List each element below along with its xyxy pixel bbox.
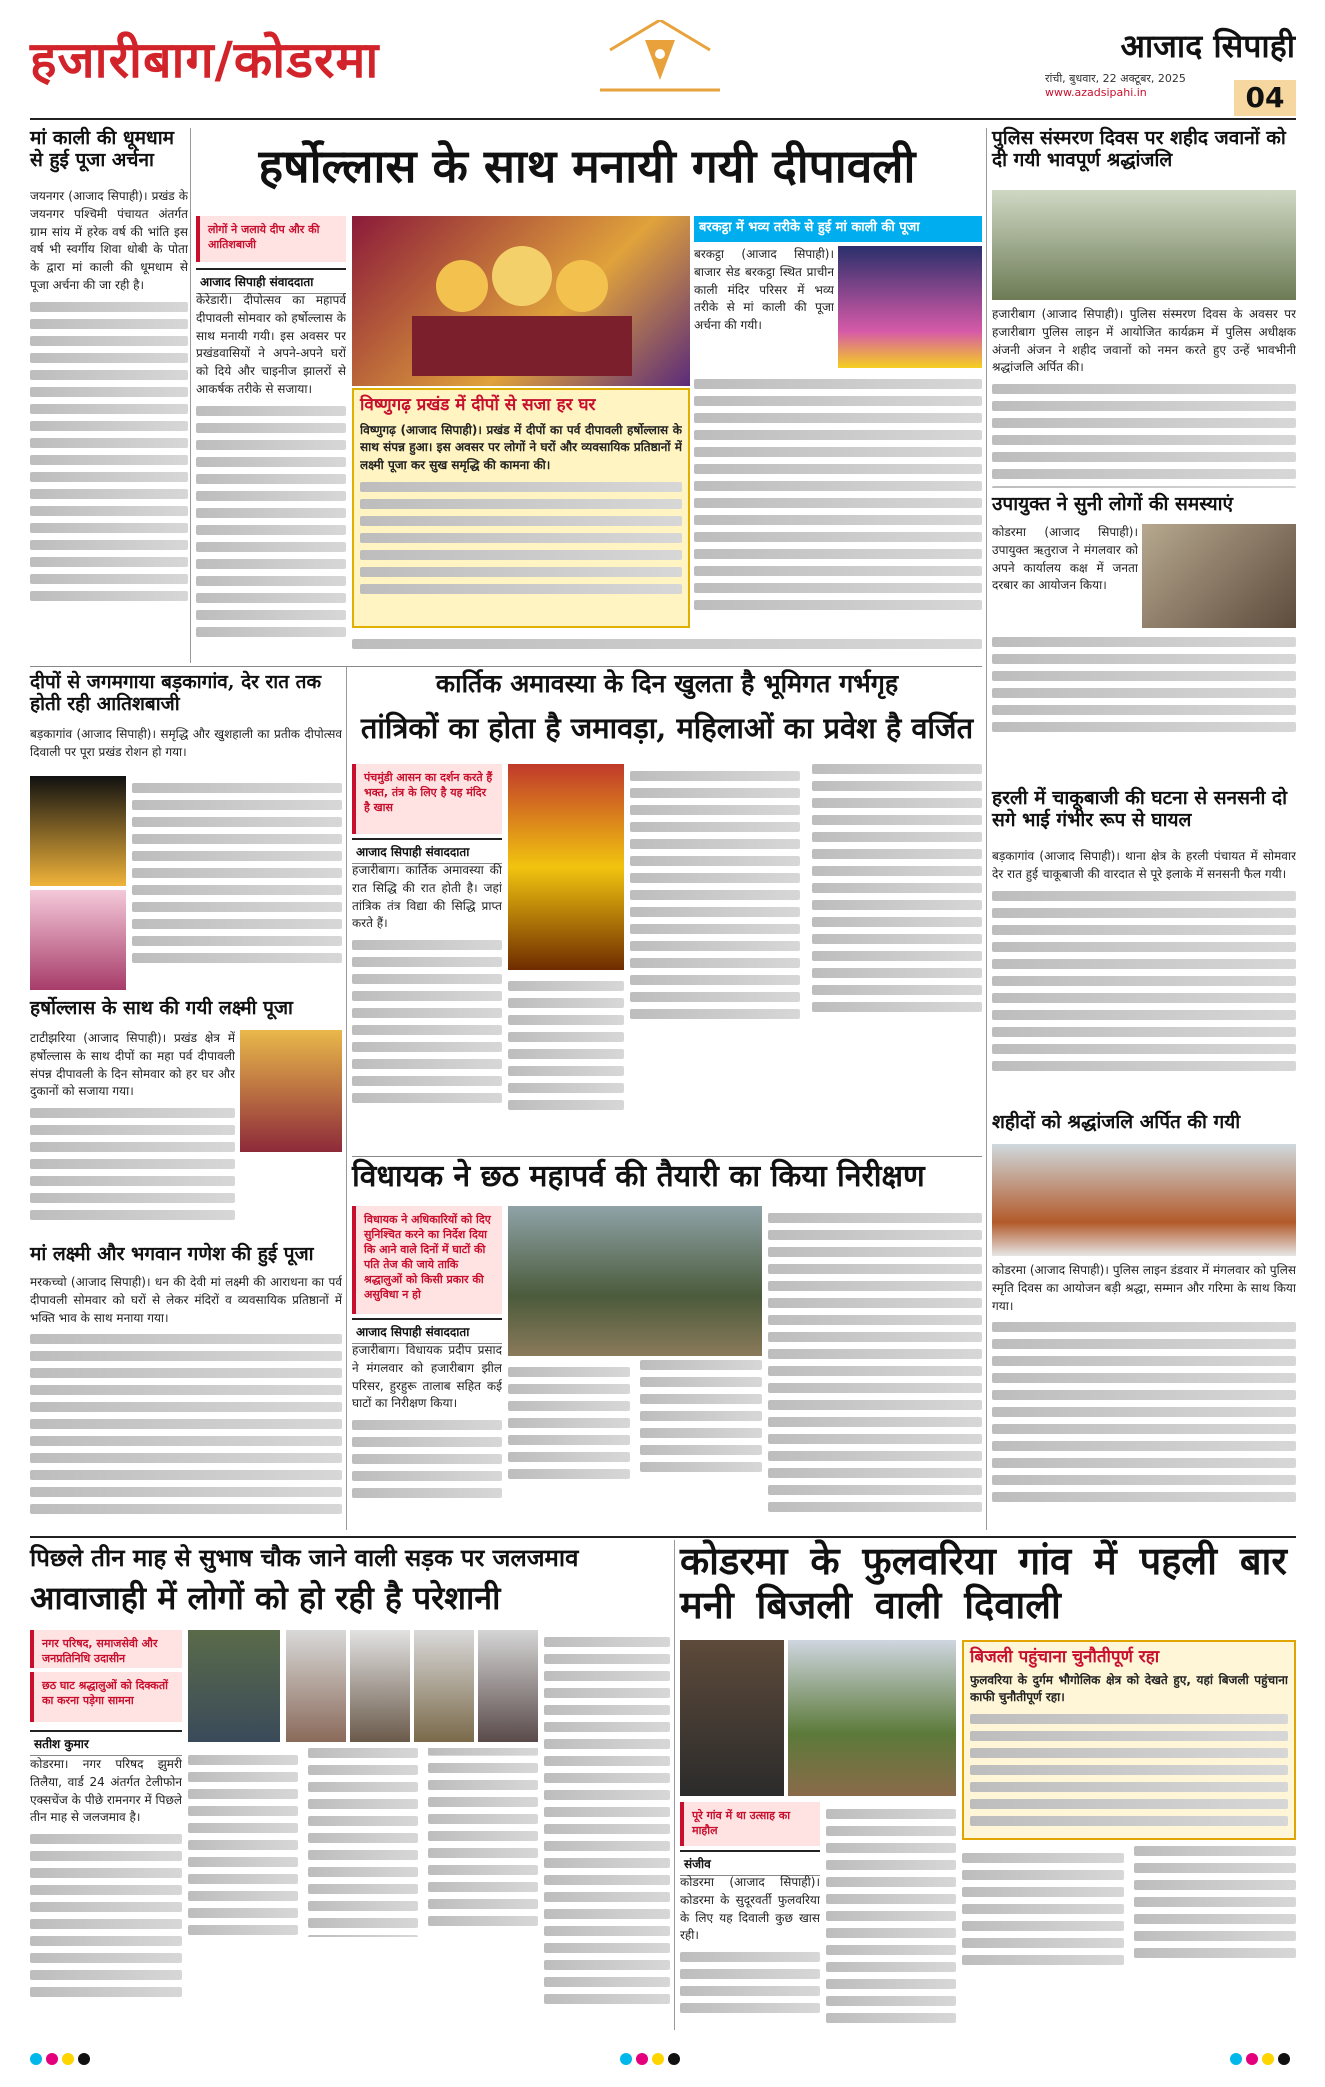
barkatha-body — [694, 246, 834, 366]
color-dot — [1246, 2053, 1258, 2065]
portrait-photo — [478, 1630, 538, 1742]
chhath-body-right — [768, 1206, 982, 1530]
village-house-photo — [680, 1640, 784, 1796]
registration-dots-center — [620, 2050, 684, 2069]
text-filler — [30, 1108, 235, 1220]
deepawali-lead: केरेडारी। दीपोत्सव का महापर्व दीपावली सोमवार को हर्षोल्लास के साथ मनायी गयी। इस अवसर पर प्रखंडवासियों ने अपने-अपने घरों को दिये और चाइनीज झालरों से आकर्षक तरीके से सजाया। — [196, 293, 346, 396]
kali-idol-photo — [352, 216, 690, 386]
text-filler — [544, 1637, 670, 2004]
text-filler — [992, 891, 1296, 1071]
lakshmiganesh-headline: मां लक्ष्मी और भगवान गणेश की हुई पूजा — [30, 1243, 314, 1265]
text-filler — [970, 1714, 1288, 1826]
registration-dots-right — [1230, 2050, 1294, 2069]
rangoli-photo — [30, 890, 126, 990]
deepawali-body — [196, 292, 346, 662]
kali-headline: मां काली की धूमधाम से हुई पूजा अर्चना — [30, 127, 174, 171]
color-dot — [636, 2053, 648, 2065]
barkatha-headline: बरकट्ठा में भव्य तरीके से हुई मां काली की पूजा — [699, 220, 920, 235]
color-dot — [78, 2053, 90, 2065]
deepbad-headline: दीपों से जगमगाया बड़कागांव, देर रात तक होती रही आतिशबाजी — [30, 671, 322, 715]
pen-nib-logo — [590, 20, 730, 104]
garbhgrih-body-cols — [630, 764, 982, 1152]
text-filler — [992, 384, 1296, 488]
upayukt-photo — [1142, 524, 1296, 628]
text-filler — [768, 1213, 982, 1512]
garbhgrih-body — [352, 862, 502, 1152]
sadak-byline: सतीश कुमार — [30, 1730, 182, 1756]
harli-body — [992, 848, 1296, 1108]
shaheed-headline: शहीदों को श्रद्धांजलि अर्पित की गयी — [992, 1111, 1241, 1133]
sadak-kicker-1: नगर परिषद, समाजसेवी और जनप्रतिनिधि उदासीन — [30, 1630, 182, 1668]
garbhgrih-body-cont — [508, 974, 624, 1152]
lakshmipuja-lead: टाटीझरिया (आजाद सिपाही)। प्रखंड क्षेत्र में हर्षोल्लास के साथ दीपों का महा पर्व दीपावली संपन्न दीपावली के दिन सोमवार को हर घर और दुकानों को सजाया गया। — [30, 1031, 235, 1099]
text-filler — [30, 1334, 342, 1514]
vishnugarh-lead: विष्णुगढ़ (आजाद सिपाही)। प्रखंड में दीपों का पर्व दीपावली हर्षोल्लास के साथ संपन्न हुआ। इस अवसर पर लोगों ने घरों और व्यवसायिक प्रतिष्ठानों में लक्ष्मी पूजा कर सुख समृद्धि की कामना की। — [360, 422, 682, 473]
barkatha-headline-bar — [694, 216, 982, 242]
color-dot — [1230, 2053, 1242, 2065]
fulwariya-byline: संजीव — [680, 1850, 820, 1876]
harli-headline: हरली में चाकूबाजी की घटना से सनसनी दो सगे भाई गंभीर रूप से घायल — [992, 787, 1288, 831]
fulwariya-headline: कोडरमा के फुलवरिया गांव में पहली बार मनी बिजली वाली दिवाली — [680, 1539, 1287, 1627]
text-filler — [132, 783, 342, 963]
police-body — [992, 306, 1296, 488]
sadak-headline-1: पिछले तीन माह से सुभाष चौक जाने वाली सड़क पर जलजमाव — [30, 1543, 579, 1572]
vishnugarh-body — [360, 422, 682, 617]
upayukt-body-cont — [992, 630, 1296, 780]
chhath-body-cols — [508, 1360, 762, 1530]
chhath-headline: विधायक ने छठ महापर्व की तैयारी का किया निरीक्षण — [352, 1159, 925, 1194]
text-filler — [992, 1322, 1296, 1502]
vishnugarh-headline: विष्णुगढ़ प्रखंड में दीपों से सजा हर घर — [360, 395, 596, 415]
text-filler — [360, 482, 682, 594]
shaheed-photo — [992, 1144, 1296, 1256]
upayukt-lead: कोडरमा (आजाद सिपाही)। उपायुक्त ऋतुराज ने मंगलवार को अपने कार्यालय कक्ष में जनता दरबार का आयोजन किया। — [992, 525, 1138, 593]
color-dot — [62, 2053, 74, 2065]
police-headline: पुलिस संस्मरण दिवस पर शहीद जवानों को दी गयी भावपूर्ण श्रद्धांजलि — [992, 127, 1286, 171]
deepawali-kicker: लोगों ने जलाये दीप और की आतिशबाजी — [196, 216, 346, 262]
shaheed-body — [992, 1262, 1296, 1530]
lakshmi-idol-photo — [240, 1030, 342, 1152]
barkatha-lead: बरकट्ठा (आजाद सिपाही)। बाजार सेड बरकट्ठा स्थित प्राचीन काली मंदिर परिसर में भव्य तरीके से मां काली की पूजा अर्चना की गयी। — [694, 247, 834, 332]
row-rule — [352, 1156, 982, 1157]
idol-illustration — [352, 216, 690, 386]
harli-lead: बड़कागांव (आजाद सिपाही)। थाना क्षेत्र के हरली पंचायत में सोमवार देर रात हुई चाकूबाजी की वारदात से पूरे इलाके में सनसनी फैल गयी। — [992, 849, 1296, 881]
color-dot — [1262, 2053, 1274, 2065]
police-photo — [992, 190, 1296, 300]
deepbad-body-cont — [132, 776, 342, 990]
page-number: 04 — [1234, 80, 1296, 116]
bijli-box — [962, 1640, 1296, 1840]
color-dot — [620, 2053, 632, 2065]
column-divider — [346, 666, 347, 1530]
text-filler — [352, 940, 502, 1103]
text-filler — [508, 1360, 762, 1483]
bijli-box-lead: फुलवरिया के दुर्गम भौगोलिक क्षेत्र को देखते हुए, यहां बिजली पहुंचाना काफी चुनौतीपूर्ण रहा। — [970, 1672, 1288, 1705]
lakshmipuja-body — [30, 1030, 235, 1240]
section-title: हजारीबाग/कोडरमा — [30, 30, 380, 89]
portrait-photo — [414, 1630, 474, 1742]
sadak-body-right — [544, 1630, 670, 2026]
garbhgrih-headline-1: कार्तिक अमावस्या के दिन खुलता है भूमिगत गर्भगृह — [435, 669, 899, 698]
garbhgrih-lead: हजारीबाग। कार्तिक अमावस्या की रात सिद्धि की रात होती है। जहां तांत्रिक तंत्र विद्या की सिद्धि प्राप्त करते हैं। — [352, 863, 502, 931]
portrait-photo — [286, 1630, 346, 1742]
chhath-body — [352, 1342, 502, 1530]
column-divider — [674, 1540, 675, 2030]
fulwariya-body-cont — [826, 1802, 956, 2026]
deepbad-body — [30, 726, 342, 772]
chhath-byline: आजाद सिपाही संवाददाता — [352, 1318, 502, 1344]
sadak-lead: कोडरमा। नगर परिषद झुमरी तिलैया, वार्ड 24 अंतर्गत टेलीफोन एक्सचेंज के पीछे रामनगर में पिछले तीन माह से जलजमाव है। — [30, 1757, 182, 1825]
deepbad-lead: बड़कागांव (आजाद सिपाही)। समृद्धि और खुशहाली का प्रतीक दीपोत्सव दिवाली पर पूरा प्रखंड रोशन हो गया। — [30, 727, 342, 759]
upayukt-headline: उपायुक्त ने सुनी लोगों की समस्याएं — [992, 493, 1234, 515]
sadak-body — [30, 1756, 182, 2026]
sadak-kicker-2: छठ घाट श्रद्धालुओं को दिक्कतों का करना पड़ेगा सामना — [30, 1672, 182, 1722]
text-filler — [30, 1834, 182, 1997]
text-filler — [352, 639, 982, 649]
row-rule — [30, 666, 982, 667]
deepawali-headline: हर्षोल्लास के साथ मनायी गयी दीपावली — [258, 139, 916, 193]
village-street-photo — [788, 1640, 956, 1796]
sadak-body-cols — [188, 1748, 538, 2026]
garbhgrih-headline-2: तांत्रिकों का होता है जमावड़ा, महिलाओं का प्रवेश है वर्जित — [360, 711, 974, 745]
deepawali-byline: आजाद सिपाही संवाददाता — [196, 268, 346, 294]
shaheed-lead: कोडरमा (आजाद सिपाही)। पुलिस लाइन डंडवार में मंगलवार को पुलिस स्मृति दिवस का आयोजन बड़ी श्रद्धा, सम्मान और गरिमा के साथ किया गया। — [992, 1263, 1296, 1313]
fulwariya-body — [680, 1874, 820, 2026]
barkatha-body-cont — [694, 372, 982, 628]
police-lead: हजारीबाग (आजाद सिपाही)। पुलिस संस्मरण दिवस के अवसर पर हजारीबाग पुलिस लाइन में आयोजित कार्यक्रम में पुलिस अधीक्षक अंजनी अंजन ने शहीद जवानों को नमन करते हुए उन्हें भावभीनी श्रद्धांजलि अर्पित की। — [992, 307, 1296, 375]
text-filler — [196, 406, 346, 637]
bijli-box-body — [970, 1672, 1288, 1828]
registration-dots-left — [30, 2050, 94, 2069]
garbhgrih-byline: आजाद सिपाही संवाददाता — [352, 838, 502, 864]
text-filler — [630, 764, 982, 1023]
paper-name: आजाद सिपाही — [1120, 27, 1295, 65]
kali-lead: जयनगर (आजाद सिपाही)। प्रखंड के जयनगर पश्चिमी पंचायत अंतर्गत ग्राम सांय में हरेक वर्ष की भांति इस वर्ष भी स्वर्गीय शिवा धोबी के पोता के द्वारा मां काली की धूमधाम से पूजा अर्चना की जा रही है। — [30, 189, 188, 292]
text-filler — [992, 637, 1296, 732]
color-dot — [30, 2053, 42, 2065]
fulwariya-lead: कोडरमा (आजाद सिपाही)। कोडरमा के सुदूरवर्ती फुलवरिया के लिए यह दिवाली कुछ खास रही। — [680, 1875, 820, 1943]
lakshmipuja-headline: हर्षोल्लास के साथ की गयी लक्ष्मी पूजा — [30, 997, 293, 1019]
color-dot — [668, 2053, 680, 2065]
chhath-lead: हजारीबाग। विधायक प्रदीप प्रसाद ने मंगलवार को हजारीबाग झील परिसर, हुरहुरू तालाब सहित कई घाटों का निरीक्षण किया। — [352, 1343, 502, 1411]
text-filler — [680, 1952, 820, 2013]
text-filler — [508, 981, 624, 1110]
upayukt-body — [992, 524, 1138, 624]
lakshmiganesh-lead: मरकच्चो (आजाद सिपाही)। धन की देवी मां लक्ष्मी की आराधना का पर्व दीपावली सोमवार को घरों से लेकर मंदिरों व व्यवसायिक प्रतिष्ठानों में भक्ति भाव के साथ मनाया गया। — [30, 1275, 342, 1325]
text-filler — [826, 1809, 956, 2023]
fulwariya-kicker: पूरे गांव में था उत्साह का माहौल — [680, 1802, 820, 1846]
lakshmiganesh-body — [30, 1274, 342, 1530]
vishnugarh-inset — [352, 388, 690, 628]
color-dot — [46, 2053, 58, 2065]
sadak-headline-2: आवाजाही में लोगों को हो रही है परेशानी — [30, 1579, 501, 1617]
text-filler — [352, 1420, 502, 1498]
color-dot — [652, 2053, 664, 2065]
deepawali-body-cont — [352, 632, 982, 662]
color-dot — [1278, 2053, 1290, 2065]
bottom-rule — [30, 1536, 1296, 1538]
chhath-kicker: विधायक ने अधिकारियों को दिए सुनिश्चित करने का निर्देश दिया कि आने वाले दिनों में घाटों की पति तेज की जाये ताकि श्रद्धालुओं को किसी प्रकार की असुविधा न हो — [352, 1206, 502, 1314]
text-filler — [30, 302, 188, 601]
bijli-box-headline: बिजली पहुंचाना चुनौतीपूर्ण रहा — [970, 1647, 1160, 1667]
website-link[interactable]: www.azadsipahi.in — [1045, 86, 1147, 99]
text-filler — [962, 1846, 1296, 1969]
chhath-ghat-photo — [508, 1206, 762, 1356]
text-filler — [694, 379, 982, 610]
kali-body — [30, 188, 188, 663]
header-rule — [30, 118, 1296, 120]
garbhgrih-kicker: पंचमुंडी आसन का दर्शन करते हैं भक्त, तंत्र के लिए है यह मंदिर है खास — [352, 764, 502, 834]
barkatha-photo — [838, 246, 982, 368]
portrait-photo — [350, 1630, 410, 1742]
column-divider — [986, 128, 987, 1530]
waterlogged-road-photo — [188, 1630, 280, 1742]
text-filler — [188, 1748, 538, 1937]
column-divider — [190, 128, 191, 663]
fireworks-photo — [30, 776, 126, 886]
fulwariya-body-right — [962, 1846, 1296, 2026]
kali-temple-photo — [508, 764, 624, 970]
dateline: रांची, बुधवार, 22 अक्टूबर, 2025 — [1045, 72, 1186, 85]
